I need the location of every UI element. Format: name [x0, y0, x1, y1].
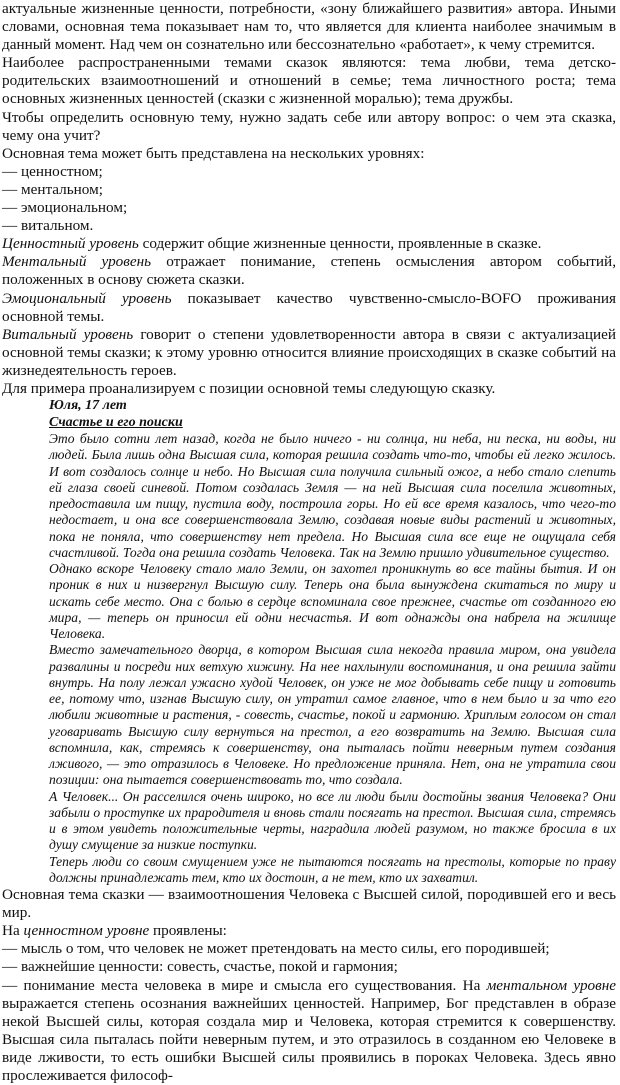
list-item: — эмоциональном; — [2, 199, 128, 217]
story-author: Юля, 17 лет — [49, 398, 127, 414]
level-term: Ценностный уровень — [2, 235, 139, 253]
list-item: — ценностном; — [2, 162, 103, 180]
level-definition — [2, 326, 616, 380]
main-text — [2, 0, 616, 1085]
paragraph: Наиболее распространенными темами сказок являются: тема любви, тема детско-родительских взаимоотношений и отношений в семье; тема личностного роста; тема основных жизненных ценностей (сказки с жизненной моралью); тема дружбы. — [2, 54, 616, 108]
level-term: Витальный уровень — [2, 325, 134, 343]
story-paragraph: Теперь люди со своим смущением уже не пытаются посягать на престолы, которые по праву должны принадлежать тем, кто их достоин, а не тем, кто их захватил. — [49, 853, 616, 885]
value-level-suffix: проявлены: — [149, 922, 227, 940]
level-definition — [2, 235, 616, 253]
list-item — [2, 977, 616, 1085]
level-term: Эмоциональный уровень — [2, 289, 172, 307]
story-paragraph: Вместо замечательного дворца, в котором Высшая сила некогда правила миром, она увидела развалины и посреди них ветхую хижину. На нее нахлынули воспоминания, и она решила зайти внутрь. На полу лежал ужасно худой Человек, он уже не мог добывать себе пищу и готовить ее, потому что, изгнав Высшую силу, он утратил самое главное, что в нем было и за что его любили животные и растения, - совесть, счастье, покой и гармонию. Хриплым голосом он стал уговаривать Высшую силу вернуться на престол, а его возвратить на Землю. Высшая сила вспомнила, как, стремясь к совершенству, она пыталась пойти неверным путем создания лживого, — это отразилось в Человеке. Но предложение приняла. Нет, она не утратила свои позиции: она пытается совершенствовать то, что создала. — [49, 642, 616, 788]
level-text: отражает понимание, степень осмысления автором событий, положенных в основу сюжета сказки. — [2, 253, 616, 289]
level-text: содержит общие жизненные ценности, проявленные в сказке. — [138, 235, 542, 253]
level-text: говорит о степени удовлетворенности автора в связи с актуализацией основной темы сказки; к этому уровню относится влияние происходящих в сказке событий на жизнедеятельность героев. — [2, 325, 617, 379]
last-item-before: — понимание места человека в мире и смысла его существования. На — [2, 976, 487, 994]
mental-level-term: ментальном уровне — [486, 976, 616, 994]
paragraph: Основная тема может быть представлена на нескольких уровнях: — [2, 144, 425, 162]
paragraph: Чтобы определить основную тему, нужно задать себе или автору вопрос: о чем эта сказка, чему она учит? — [2, 108, 616, 144]
story-paragraph: Однако вскоре Человеку стало мало Земли, он захотел проникнуть во все тайны бытия. И он проник в них и низвергнул Высшую силу. Теперь она была вынуждена скитаться по миру и искать себе место. Она с болью в сердце вспоминала свое прежнее, счастье от созданного ею мира, — теперь он приносил ей одни несчастья. И вот однажды она набрела на жилище Человека. — [49, 561, 616, 642]
level-term: Ментальный уровень — [2, 253, 152, 271]
value-level-prefix: На — [2, 922, 24, 940]
value-level-heading — [2, 922, 616, 940]
level-text: показывает качество чувственно-смысло-ВОFО проживания основной темы. — [2, 289, 616, 325]
level-definition — [2, 253, 616, 289]
story-paragraph: А Человек... Он расселился очень широко, но все ли люди были достойны звания Человека? Они забыли о проступке их прародителя и вновь стали посягать на престол. Высшая сила, стремясь и в этом увидеть положительные черты, наградила людей разумом, но также бросила в их душу смущение за низкие поступки. — [49, 788, 616, 853]
list-item: — витальном. — [2, 217, 94, 235]
value-level-term: ценностном уровне — [23, 922, 150, 940]
story-paragraph: Это было сотни лет назад, когда не было ничего - ни солнца, ни неба, ни песка, ни воды, ни людей. Была лишь одна Высшая сила, которая решила создать что-то, чтобы ей легко жилось. И вот создалось солнце и небо. Но Высшая сила получила сильный ожог, а небо стало слепить ей глаза своей синевой. Потом создалась Земля — на ней Высшая сила поселила животных, предоставила им пищу, пустила воду, построила горы. Но ей все время казалось, что чего-то недостает, и она все совершенствовала Землю, создавая новые виды растений и животных, пока не поняла, что совершенству нет предела. Но Высшая сила все еще не ощущала себя счастливой. Тогда она решила создать Человека. Так на Землю пришло удивительное существо. — [49, 431, 616, 560]
main-theme: Основная тема сказки — взаимоотношения Человека с Высшей силой, породившей его и весь мир. — [2, 886, 616, 922]
story-title: Счастье и его поиски — [49, 414, 183, 430]
list-item: — ментальном; — [2, 180, 103, 198]
story-block — [49, 398, 616, 886]
example-intro: Для примера проанализируем с позиции основной темы следующую сказку. — [2, 379, 496, 397]
last-item-after: выражается степень осознания важнейших ценностей. Например, Бог представлен в образе некой Высшей силы, которая создала мир и Человека, которая стремится к совершенству. Высшая сила пыталась пойти неверным путем, и это отразилось в созданном ею Человеке в виде лживости, то есть ошибки Высшей силы проявились в пороках Человека. Здесь явно прослеживается философ- — [2, 994, 616, 1084]
level-definition — [2, 290, 616, 326]
list-item: — мысль о том, что человек не может претендовать на место силы, его породившей; — [2, 940, 550, 958]
list-item: — важнейшие ценности: совесть, счастье, покой и гармония; — [2, 958, 398, 976]
paragraph: актуальные жизненные ценности, потребности, «зону ближайшего развития» автора. Иными словами, основная тема показывает нам то, что является для клиента наиболее значимым в данный момент. Над чем он сознательно или бессознательно «работает», к чему стремится. — [2, 0, 616, 54]
